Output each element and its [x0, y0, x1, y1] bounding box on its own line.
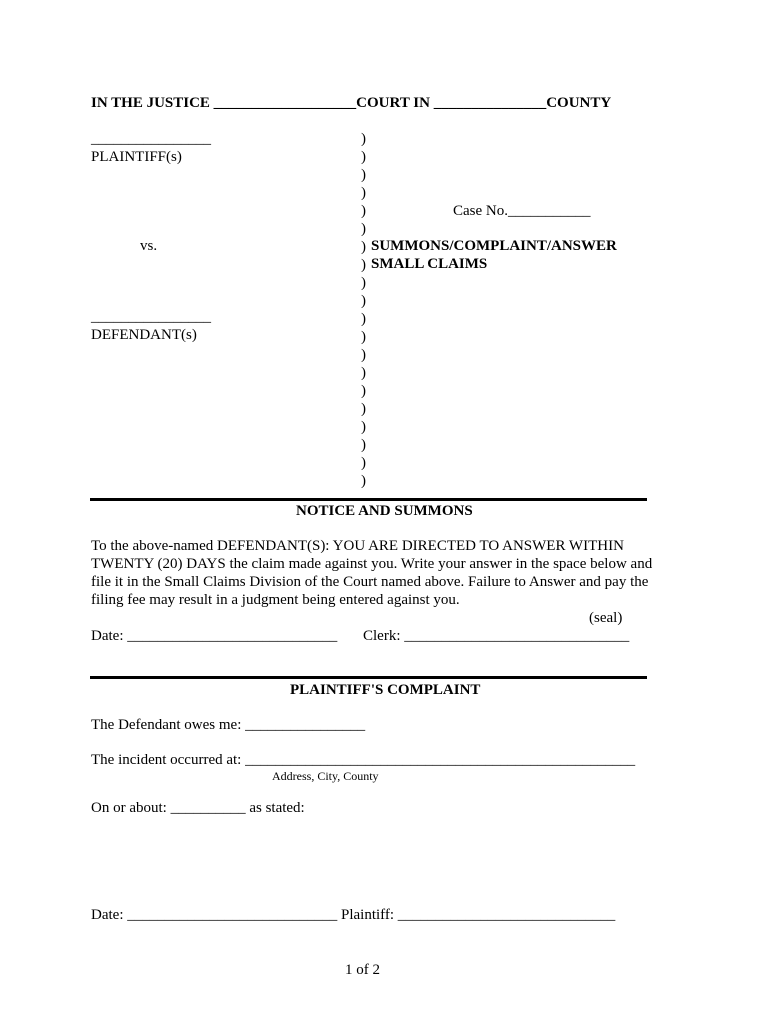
complaint-signature-line: Date: ____________________________ Plaintiff: _____________________________ — [91, 907, 616, 923]
notice-heading: NOTICE AND SUMMONS — [296, 503, 473, 519]
paren-mark: ) — [361, 167, 366, 183]
section-rule — [90, 498, 647, 501]
section-rule — [90, 676, 647, 679]
defendant-blank: ________________ — [91, 309, 211, 325]
plaintiff-blank: ________________ — [91, 131, 211, 147]
amount-owed-line: The Defendant owes me: ________________ — [91, 717, 366, 733]
vs-label: vs. — [140, 238, 158, 254]
paren-mark: ) — [361, 149, 366, 165]
paren-mark: ) — [361, 473, 366, 489]
document-title: SUMMONS/COMPLAINT/ANSWER — [371, 238, 617, 254]
paren-mark: ) — [361, 419, 366, 435]
paren-mark: ) — [361, 437, 366, 453]
incident-caption: Address, City, County — [272, 769, 379, 783]
document-subtitle: SMALL CLAIMS — [371, 256, 488, 272]
notice-date-line: Date: ____________________________ — [91, 628, 338, 644]
clerk-line: Clerk: ______________________________ — [363, 628, 630, 644]
incident-location-line: The incident occurred at: ____________________________________________________ — [91, 752, 636, 768]
defendant-label: DEFENDANT(s) — [91, 327, 197, 343]
paren-mark: ) — [361, 383, 366, 399]
paren-mark: ) — [361, 401, 366, 417]
notice-line: file it in the Small Claims Division of the Court named above. Failure to Answer and pay the — [91, 574, 649, 590]
page-number: 1 of 2 — [345, 962, 380, 978]
notice-line: TWENTY (20) DAYS the claim made against you. Write your answer in the space below and — [91, 556, 653, 572]
paren-mark: ) — [361, 311, 366, 327]
paren-mark: ) — [361, 221, 366, 237]
paren-mark: ) — [361, 203, 366, 219]
paren-mark: ) — [361, 185, 366, 201]
plaintiff-label: PLAINTIFF(s) — [91, 149, 182, 165]
notice-line: filing fee may result in a judgment being entered against you. — [91, 592, 460, 608]
complaint-heading: PLAINTIFF'S COMPLAINT — [290, 682, 481, 698]
paren-mark: ) — [361, 455, 366, 471]
paren-mark: ) — [361, 275, 366, 291]
paren-mark: ) — [361, 239, 366, 255]
paren-mark: ) — [361, 131, 366, 147]
case-number: Case No.___________ — [453, 203, 591, 219]
court-line: IN THE JUSTICE ___________________COURT IN _______________COUNTY — [91, 95, 612, 111]
caption-divider — [361, 130, 373, 490]
seal-label: (seal) — [589, 610, 623, 626]
paren-mark: ) — [361, 365, 366, 381]
paren-mark: ) — [361, 347, 366, 363]
notice-paragraph — [91, 537, 666, 609]
on-or-about-line: On or about: __________ as stated: — [91, 800, 305, 816]
paren-mark: ) — [361, 329, 366, 345]
paren-mark: ) — [361, 293, 366, 309]
notice-line: To the above-named DEFENDANT(S): YOU ARE DIRECTED TO ANSWER WITHIN — [91, 538, 624, 554]
paren-mark: ) — [361, 257, 366, 273]
